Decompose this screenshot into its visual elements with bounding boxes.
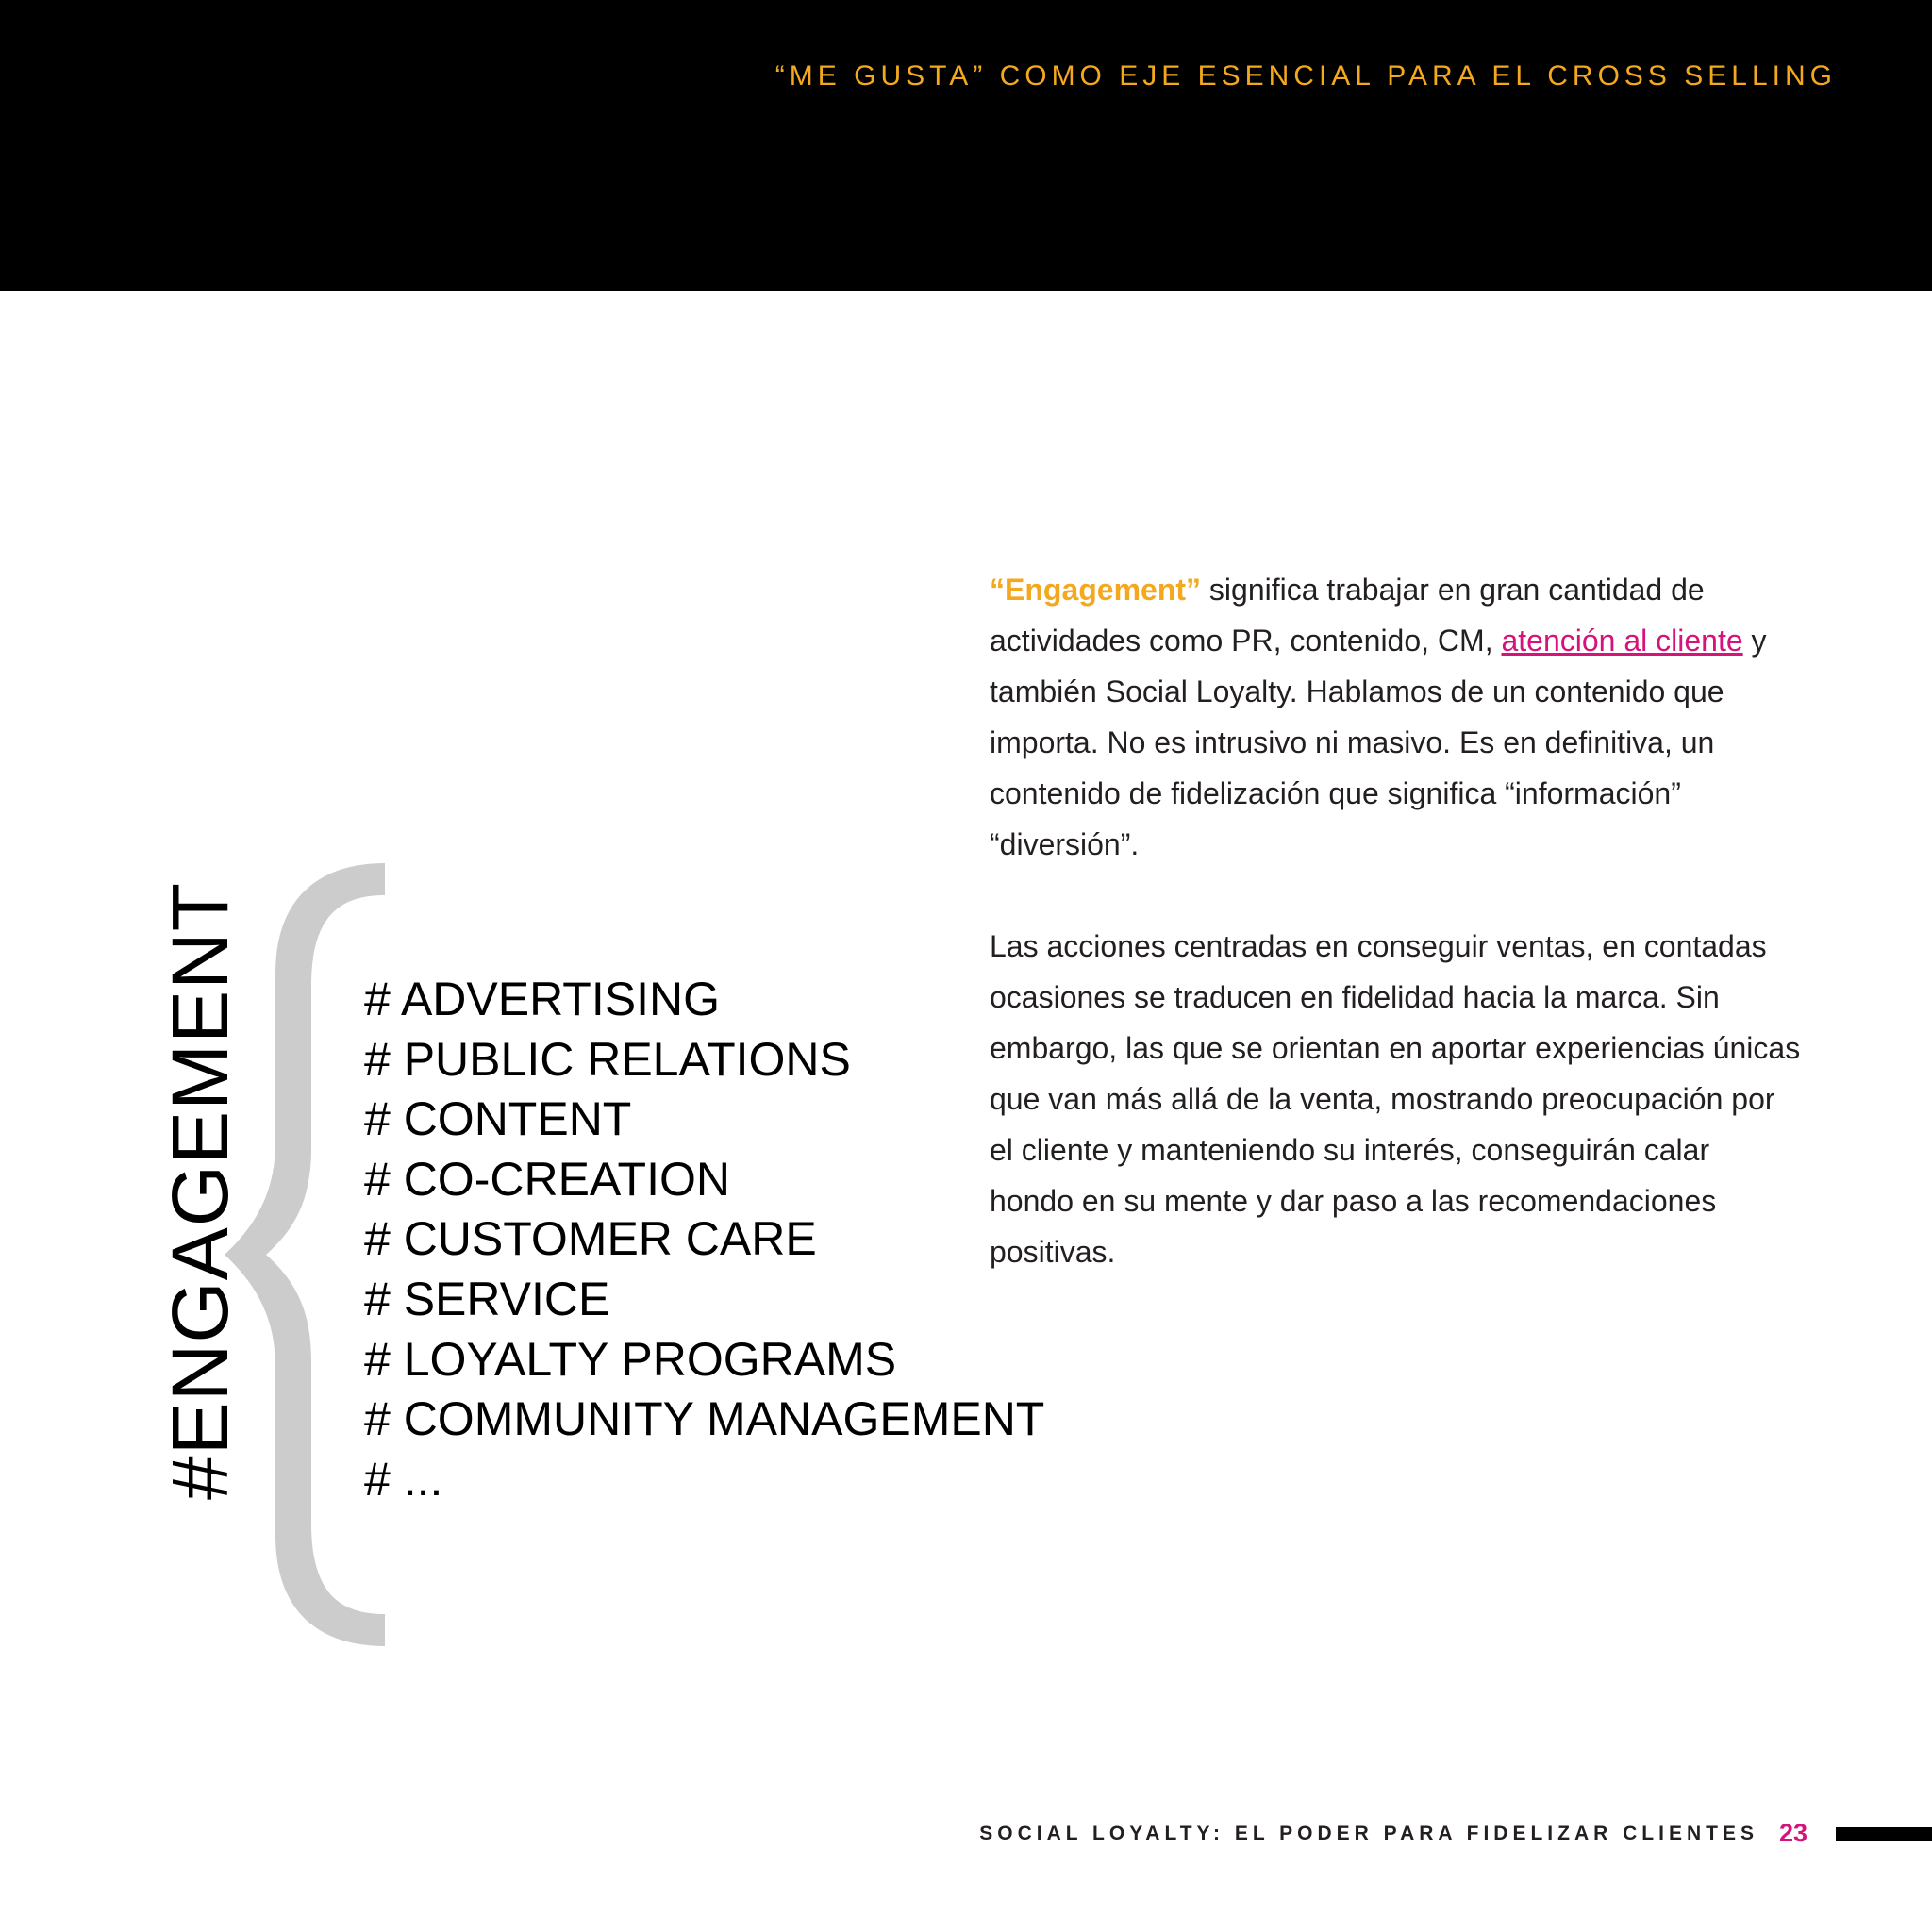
page-footer (979, 1819, 1807, 1848)
hashtag-item: # ... (364, 1452, 443, 1506)
hashtag-item: # LOYALTY PROGRAMS (364, 1332, 897, 1386)
paragraph-2: Las acciones centradas en conseguir ventas, en contadas ocasiones se traducen en fidelidad hacia la marca. Sin embargo, las que se orientan en aportar experiencias únicas que van más allá de la venta, mostrando preocupación por el cliente y manteniendo su interés, conseguirán calar hondo en su mente y dar paso a las recomendaciones positivas. (990, 929, 1801, 1269)
footer-title: SOCIAL LOYALTY: EL PODER PARA FIDELIZAR CLIENTES (979, 1822, 1758, 1844)
body-text (990, 564, 1801, 1328)
customer-care-link[interactable]: atención al cliente (1501, 624, 1743, 658)
hashtag-item: # COMMUNITY MANAGEMENT (364, 1392, 1045, 1446)
hashtag-item: # CO-CREATION (364, 1152, 730, 1206)
paragraph-1-text-a: significa trabajar en gran cantidad de actividades como PR, contenido, CM, (990, 573, 1705, 658)
engagement-hashtag-list (364, 970, 1044, 1509)
header-title: “ME GUSTA” COMO EJE ESENCIAL PARA EL CROSS SELLING (774, 60, 1837, 92)
engagement-highlight: “Engagement” (990, 573, 1202, 607)
paragraph-1 (990, 564, 1801, 870)
vertical-engagement-title: #ENGAGEMENT (156, 881, 244, 1500)
paragraph-1-text-b: y también Social Loyalty. Hablamos de un contenido que importa. No es intrusivo ni masivo. Es en definitiva, un contenido de fidelización que significa “información” “diversión”. (990, 624, 1767, 861)
footer-bar (1836, 1827, 1932, 1841)
hashtag-item: # CUSTOMER CARE (364, 1212, 817, 1266)
page-number: 23 (1778, 1819, 1807, 1847)
hashtag-item: # PUBLIC RELATIONS (364, 1032, 851, 1086)
header-band (0, 0, 1932, 291)
hashtag-item: # ADVERTISING (364, 973, 720, 1025)
hashtag-item: # CONTENT (364, 1092, 632, 1146)
hashtag-item: # SERVICE (364, 1272, 610, 1325)
